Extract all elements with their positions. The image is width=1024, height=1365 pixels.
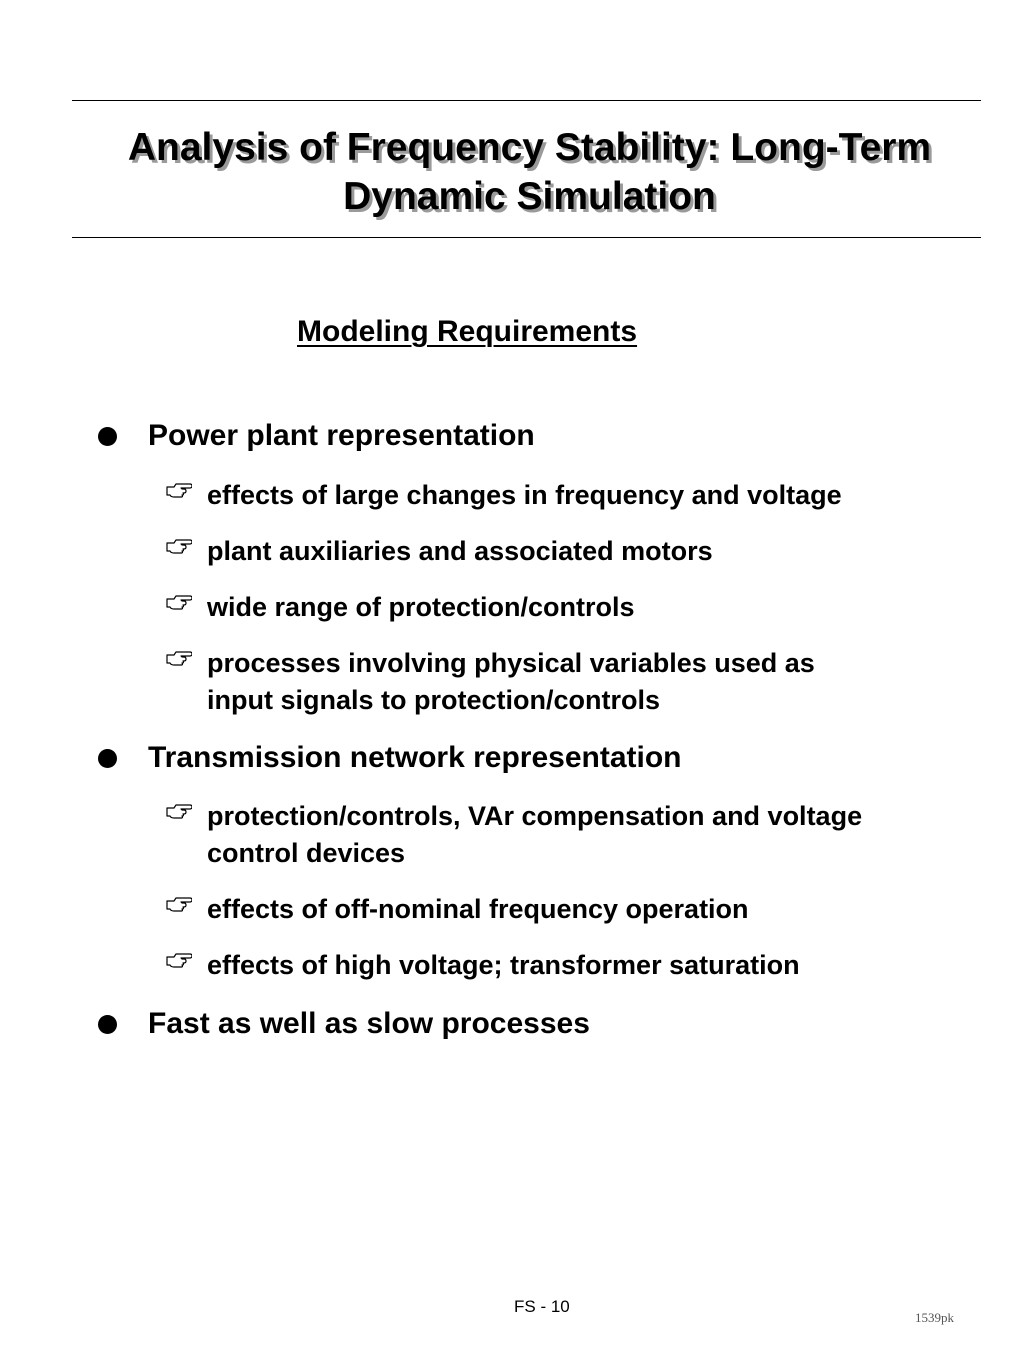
- bottom-rule: [72, 237, 981, 238]
- subitem-line: control devices: [207, 838, 406, 868]
- slide-code: 1539pk: [915, 1310, 954, 1325]
- subitem-text: [207, 477, 967, 514]
- subitem-line: protection/controls, VAr compensation and voltage: [207, 801, 863, 831]
- pointing-hand-icon: [166, 951, 192, 971]
- subitem-text: [207, 891, 967, 928]
- subitem-line: effects of off-nominal frequency operation: [207, 894, 749, 924]
- page-number: FS - 10: [514, 1297, 570, 1316]
- subitem-line: effects of high voltage; transformer saturation: [207, 950, 800, 980]
- filled-circle-icon: [98, 427, 117, 446]
- subitem-text: [207, 947, 967, 984]
- subitem-line: effects of large changes in frequency and voltage: [207, 480, 842, 510]
- top-rule: [72, 100, 981, 101]
- subitem-line: processes involving physical variables used as: [207, 648, 815, 678]
- pointing-hand-icon: [166, 802, 192, 822]
- bullet-text: Power plant representation: [148, 419, 535, 452]
- filled-circle-icon: [98, 749, 117, 768]
- slide-title-line-2: Dynamic Simulation: [343, 175, 716, 218]
- slide-title: [72, 123, 987, 221]
- slide-title-line-1: Analysis of Frequency Stability: Long-Term: [127, 126, 932, 169]
- subitem-line: plant auxiliaries and associated motors: [207, 536, 713, 566]
- subitem-text: [207, 645, 967, 719]
- filled-circle-icon: [98, 1015, 117, 1034]
- subitem-text: [207, 798, 967, 872]
- subitem-text: [207, 589, 967, 626]
- subitem-line: input signals to protection/controls: [207, 685, 661, 715]
- section-heading: Modeling Requirements: [297, 315, 638, 348]
- pointing-hand-icon: [166, 481, 192, 501]
- pointing-hand-icon: [166, 537, 192, 557]
- pointing-hand-icon: [166, 593, 192, 613]
- pointing-hand-icon: [166, 649, 192, 669]
- pointing-hand-icon: [166, 895, 192, 915]
- bullet-text: Transmission network representation: [148, 741, 682, 774]
- subitem-text: [207, 533, 967, 570]
- bullet-text: Fast as well as slow processes: [148, 1007, 590, 1040]
- subitem-line: wide range of protection/controls: [207, 592, 635, 622]
